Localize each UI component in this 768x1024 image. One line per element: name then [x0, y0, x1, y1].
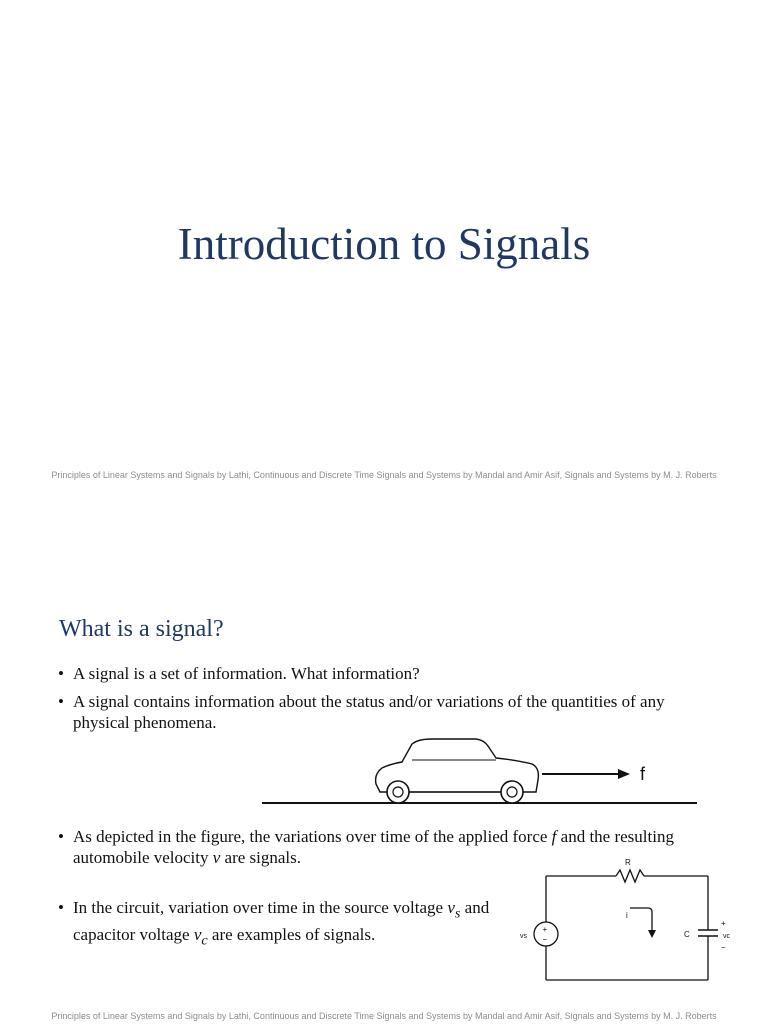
bullet-text: A signal is a set of information. What information?	[73, 664, 420, 683]
bullet-text: A signal contains information about the status and/or variations of the quantities of any physical phenomena.	[73, 692, 665, 732]
car-figure	[262, 734, 702, 820]
bullet-text: are signals.	[220, 848, 302, 867]
capacitor-label: C	[684, 930, 690, 939]
wheel-icon	[501, 781, 523, 803]
current-arrow-icon	[630, 908, 652, 932]
capacitor-voltage-label: vc	[723, 933, 730, 940]
bullet-icon: •	[58, 692, 64, 711]
bullet-text: As depicted in the figure, the variations over time of the applied force	[73, 827, 552, 846]
resistor-label: R	[625, 858, 631, 867]
svg-text:+: +	[542, 925, 548, 934]
source-voltage-symbol: $v_s$	[447, 898, 461, 922]
svg-text:+: +	[721, 919, 726, 928]
slide-footer: Principles of Linear Systems and Signals by Lathi, Continuous and Discrete Time Signals and Systems by Mandal and Amir Asif, Signals and Systems by M. J. Roberts	[51, 470, 717, 480]
velocity-symbol: v	[212, 848, 221, 867]
force-symbol: f	[551, 827, 557, 846]
bullet-item	[58, 897, 513, 952]
source-label: vs	[520, 933, 527, 940]
bullet-text: In the circuit, variation over time in the source voltage	[73, 898, 448, 917]
slide-title: Introduction to Signals	[177, 219, 591, 269]
bullet-text: and the resulting automobile velocity	[73, 827, 674, 867]
resistor-icon	[616, 870, 644, 882]
bullet-icon: •	[58, 664, 64, 683]
current-label: i	[626, 911, 628, 920]
circuit-diagram	[518, 854, 748, 986]
slide-heading: What is a signal?	[59, 616, 224, 642]
bullet-icon: •	[58, 898, 64, 917]
bullet-text: are examples of signals.	[207, 925, 376, 945]
svg-text:−: −	[721, 943, 726, 952]
content-slide	[0, 512, 768, 1024]
bullet-item	[58, 663, 420, 684]
bullet-text: and capacitor voltage	[73, 898, 490, 945]
wheel-icon	[387, 781, 409, 803]
slide-footer: Principles of Linear Systems and Signals by Lathi, Continuous and Discrete Time Signals and Systems by Mandal and Amir Asif, Signals and Systems by M. J. Roberts	[51, 1011, 717, 1021]
capacitor-voltage-symbol: $v_c$	[193, 925, 208, 949]
bullet-item	[58, 691, 723, 733]
svg-text:−: −	[542, 935, 548, 944]
bullet-icon: •	[58, 827, 64, 846]
force-label: f	[640, 764, 646, 784]
